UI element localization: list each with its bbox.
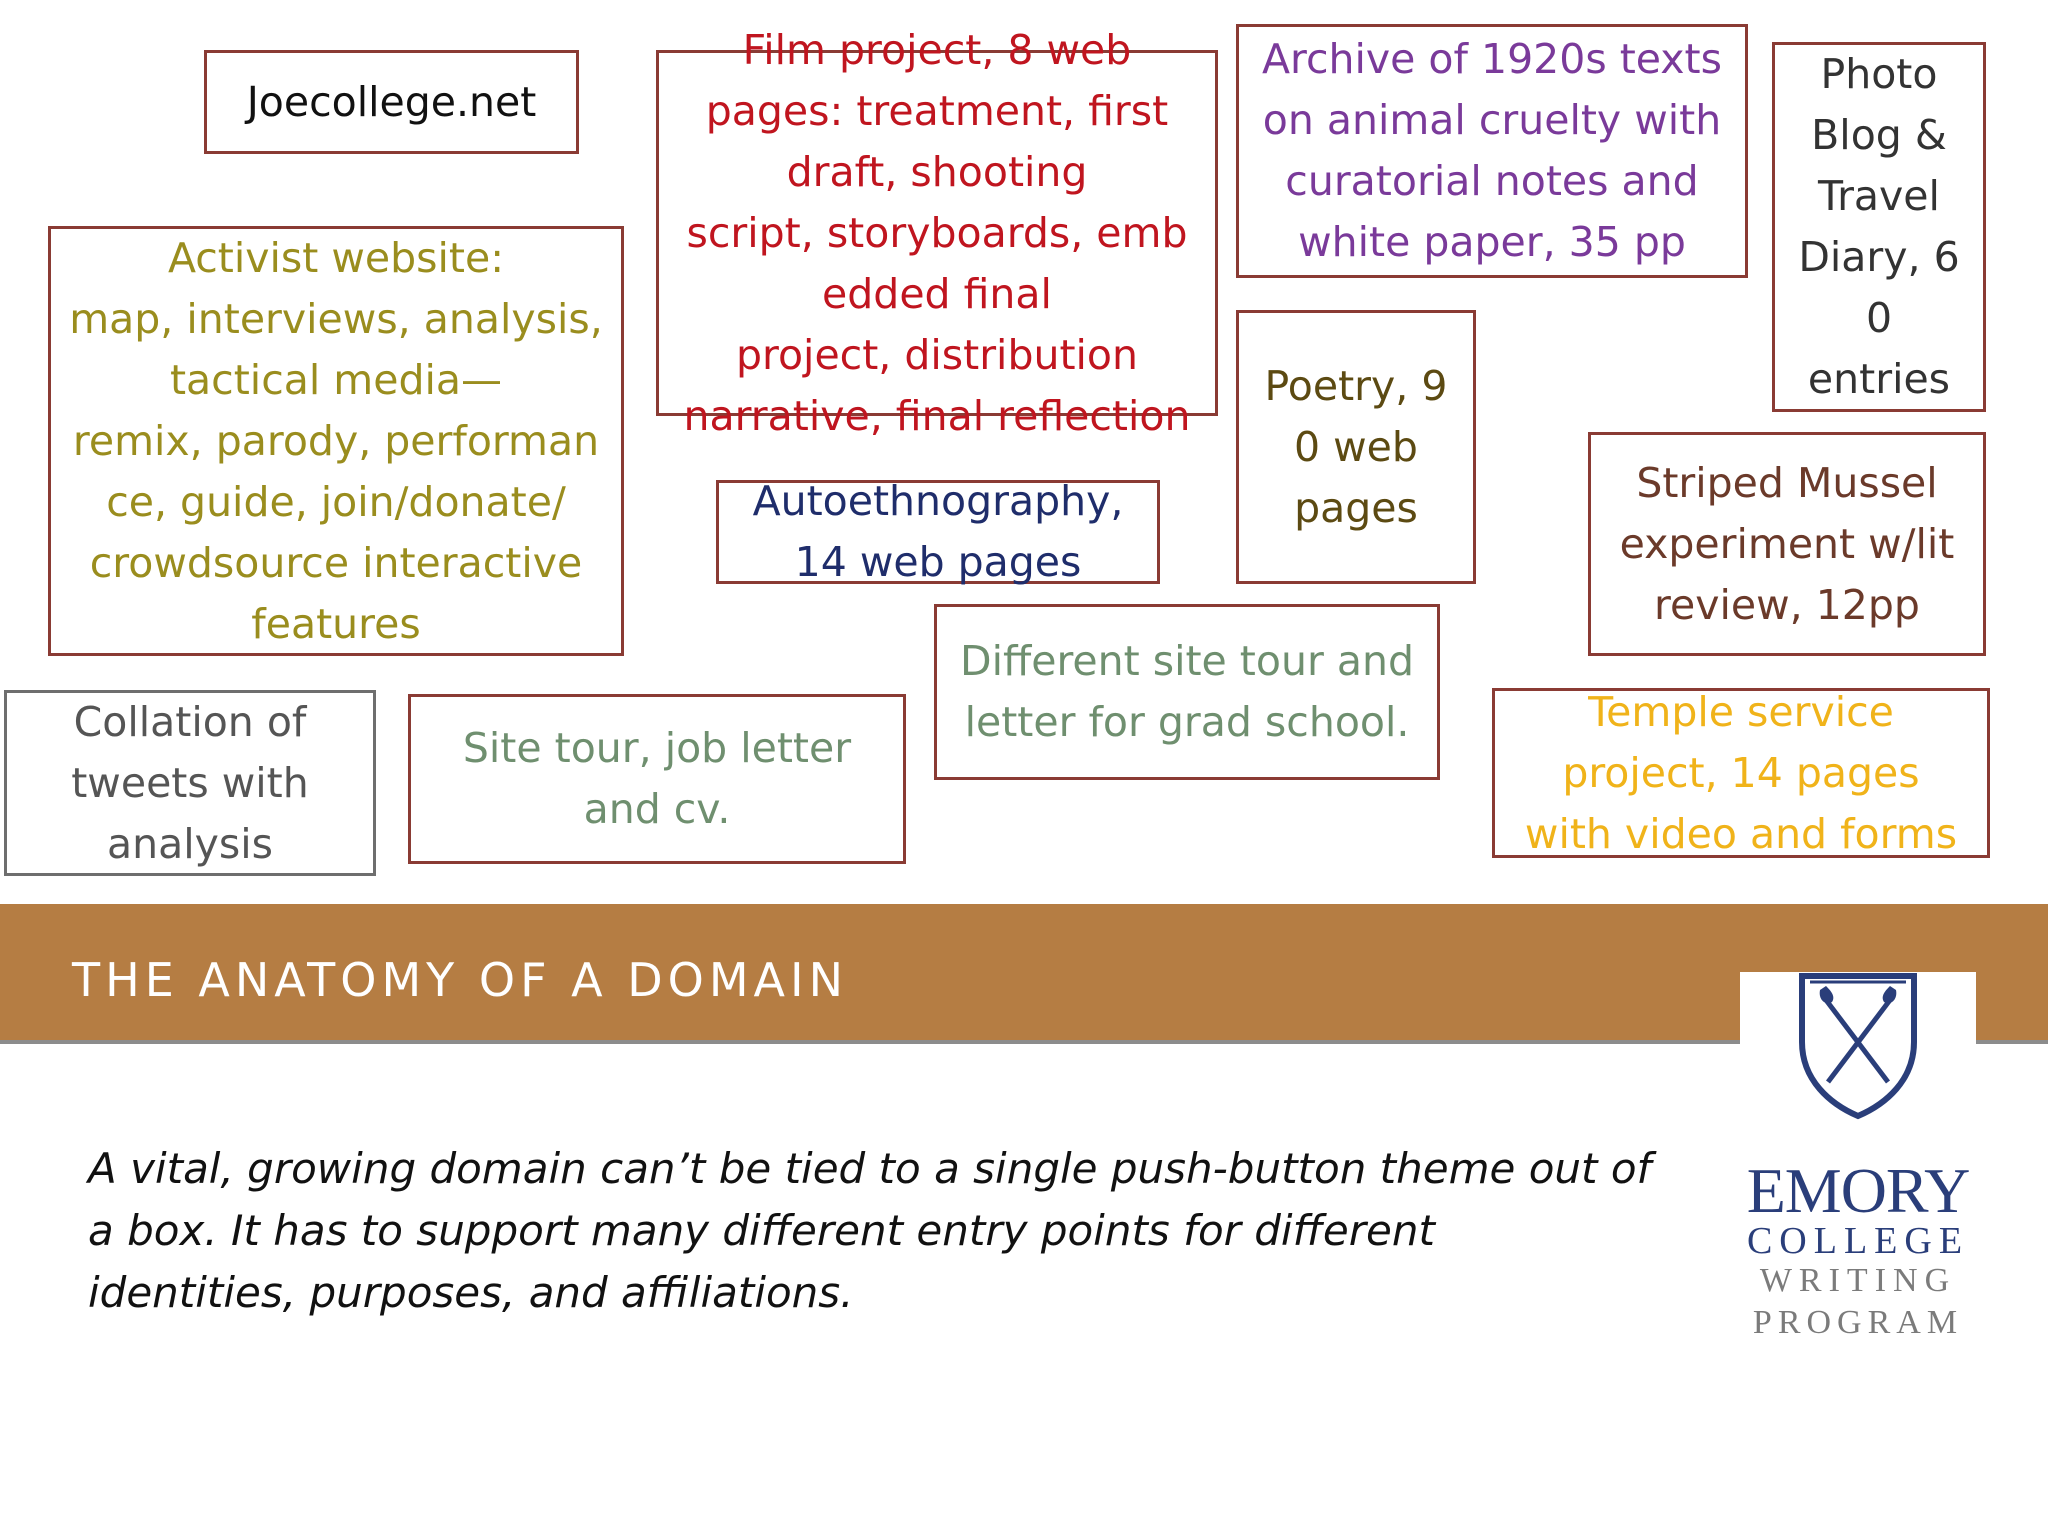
emory-logo <box>1740 972 1976 1350</box>
box-line: Poetry, 9 <box>1264 361 1448 410</box>
logo-program-text: PROGRAM <box>1752 1304 1964 1341</box>
box-line: analysis <box>106 819 273 868</box>
logo-college-text: COLLEGE <box>1746 1220 1970 1262</box>
box-line: Site tour, job letter <box>462 724 852 772</box>
slide-title: THE ANATOMY OF A DOMAIN <box>72 953 849 1007</box>
box-tweets-collation <box>4 690 376 876</box>
box-line: and cv. <box>583 785 731 833</box>
body-line: a box. It has to support many different entry points for different <box>88 1206 1435 1255</box>
box-line: on animal cruelty with <box>1262 96 1722 144</box>
box-line: project, distribution <box>735 330 1138 379</box>
box-activist-website <box>48 226 624 656</box>
box-line: Activist website: <box>167 233 505 282</box>
box-line: crowdsource interactive <box>89 538 583 587</box>
box-grad-school <box>934 604 1440 780</box>
box-line: project, 14 pages <box>1562 748 1920 797</box>
box-line: narrative, final reflection <box>683 391 1191 440</box>
shield-with-crossed-torches-icon <box>1796 972 1920 1120</box>
box-line: Diary, 6 <box>1798 233 1960 281</box>
box-line: Travel <box>1818 172 1940 220</box>
box-line: tactical media— <box>169 355 502 404</box>
body-line: identities, purposes, and affiliations. <box>88 1268 854 1317</box>
logo-writing-text: WRITING <box>1759 1262 1957 1299</box>
box-joecollege <box>204 50 579 154</box>
box-line: experiment w/lit <box>1619 519 1955 568</box>
box-line: Film project, 8 web <box>742 25 1132 74</box>
box-striped-mussel <box>1588 432 1986 656</box>
box-film-project <box>656 25 1218 440</box>
box-line: entries <box>1807 355 1951 403</box>
box-line: 14 web pages <box>794 538 1082 586</box>
box-line: curatorial notes and <box>1285 157 1699 205</box>
box-line: Different site tour and <box>960 637 1414 685</box>
box-line: Autoethnography, <box>752 477 1124 525</box>
logo-emory-text: EMORY <box>1746 1155 1970 1226</box>
box-line: 0 web <box>1294 422 1418 471</box>
box-line: letter for grad school. <box>964 698 1410 746</box>
box-line: white paper, 35 pp <box>1298 218 1686 266</box>
box-line: Striped Mussel <box>1636 458 1938 507</box>
box-line: features <box>251 599 421 648</box>
box-line: with video and forms <box>1524 809 1958 858</box>
box-line: script, storyboards, emb <box>686 208 1188 257</box>
body-line: A vital, growing domain can’t be tied to a single push-button theme out of <box>88 1144 1652 1193</box>
box-line: pages: treatment, first <box>705 86 1169 135</box>
box-line: map, interviews, analysis, <box>69 294 603 343</box>
box-line: tweets with <box>71 758 309 807</box>
box-line: Blog & <box>1811 111 1947 159</box>
box-temple-service <box>1492 688 1990 858</box>
box-line: Photo <box>1820 50 1938 98</box>
box-autoethnography <box>716 477 1160 586</box>
box-line: Temple service <box>1588 687 1894 736</box>
box-archive-1920s <box>1236 24 1748 278</box>
box-line: Archive of 1920s texts <box>1261 35 1722 83</box>
box-line: edded final <box>822 269 1052 318</box>
box-line: 0 <box>1865 294 1893 342</box>
box-line: Joecollege.net <box>246 77 537 126</box>
box-site-tour <box>408 694 906 864</box>
box-line: review, 12pp <box>1654 580 1920 629</box>
box-line: ce, guide, join/donate/ <box>106 477 566 526</box>
box-line: pages <box>1294 483 1418 532</box>
box-line: draft, shooting <box>786 147 1088 196</box>
box-line: remix, parody, performan <box>72 416 600 465</box>
box-line: Collation of <box>73 697 307 746</box>
body-paragraph <box>88 1138 1688 1324</box>
box-poetry <box>1236 310 1476 584</box>
box-photo-blog <box>1772 42 1986 412</box>
